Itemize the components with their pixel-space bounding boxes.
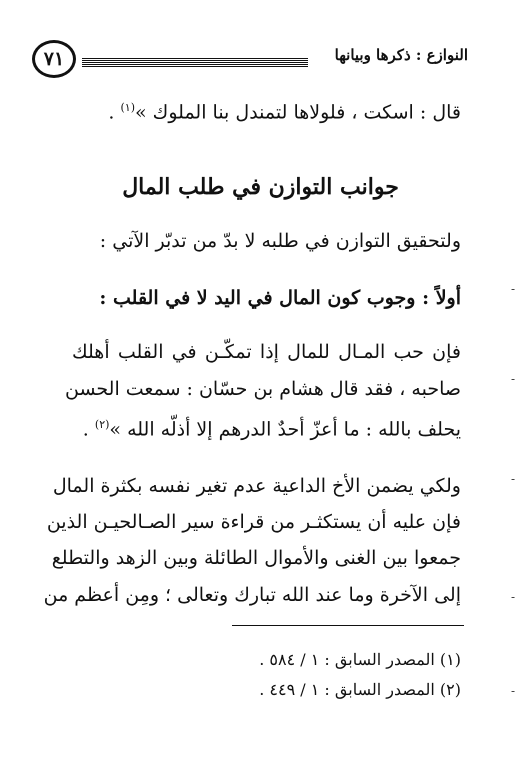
body-line: إلى الآخرة وما عند الله تبارك وتعالى ؛ ومِن أعظم من <box>43 584 461 606</box>
footnote-ref: (٢) <box>94 418 110 431</box>
margin-mark: - <box>510 684 515 698</box>
line-end: . <box>82 418 95 441</box>
margin-mark: - <box>510 282 515 296</box>
line-text: يحلف بالله : ما أعزّ أحدٌ الدرهم إلا أذلّه الله » <box>109 418 461 441</box>
page-header <box>32 40 468 80</box>
body-line <box>108 93 461 127</box>
body-line: جمعوا بين الغنى والأموال الطائلة وبين الزهد والتطلع <box>51 547 461 569</box>
margin-mark: - <box>510 372 515 386</box>
body-line <box>83 410 461 444</box>
footnote: (١) المصدر السابق : ١ / ٥٨٤ . <box>259 650 461 669</box>
margin-mark: - <box>510 472 515 486</box>
body-line: صاحبه ، فقد قال هشام بن حسّان : سمعت الحسن <box>64 378 461 400</box>
footnote: (٢) المصدر السابق : ١ / ٤٤٩ . <box>259 680 461 699</box>
page-number: ٧١ <box>32 40 76 78</box>
margin-mark: - <box>510 590 515 604</box>
intro-line: ولتحقيق التوازن في طلبه لا بدّ من تدبّر الآتي : <box>99 230 461 252</box>
body-line: فإن عليه أن يستكثـر من قراءة سير الصـالحيـن الذين <box>46 511 461 533</box>
line-end: . <box>108 101 121 124</box>
section-heading: جوانب التوازن في طلب المال <box>122 174 399 200</box>
running-title: النوازع : ذكرها وبيانها <box>334 46 468 64</box>
line-text: قال : اسكت ، فلولاها لتمندل بنا الملوك » <box>135 101 461 124</box>
body-line: فإن حب المـال للمال إذا تمكّـن في القلب أهلك <box>72 341 461 363</box>
footnote-rule <box>232 625 464 626</box>
body-line: ولكي يضمن الأخ الداعية عدم تغير نفسه بكثرة المال <box>52 475 461 497</box>
footnote-ref: (١) <box>120 101 136 114</box>
header-rule <box>82 58 308 68</box>
subheading: أولاً : وجوب كون المال في اليد لا في القلب : <box>99 287 461 309</box>
